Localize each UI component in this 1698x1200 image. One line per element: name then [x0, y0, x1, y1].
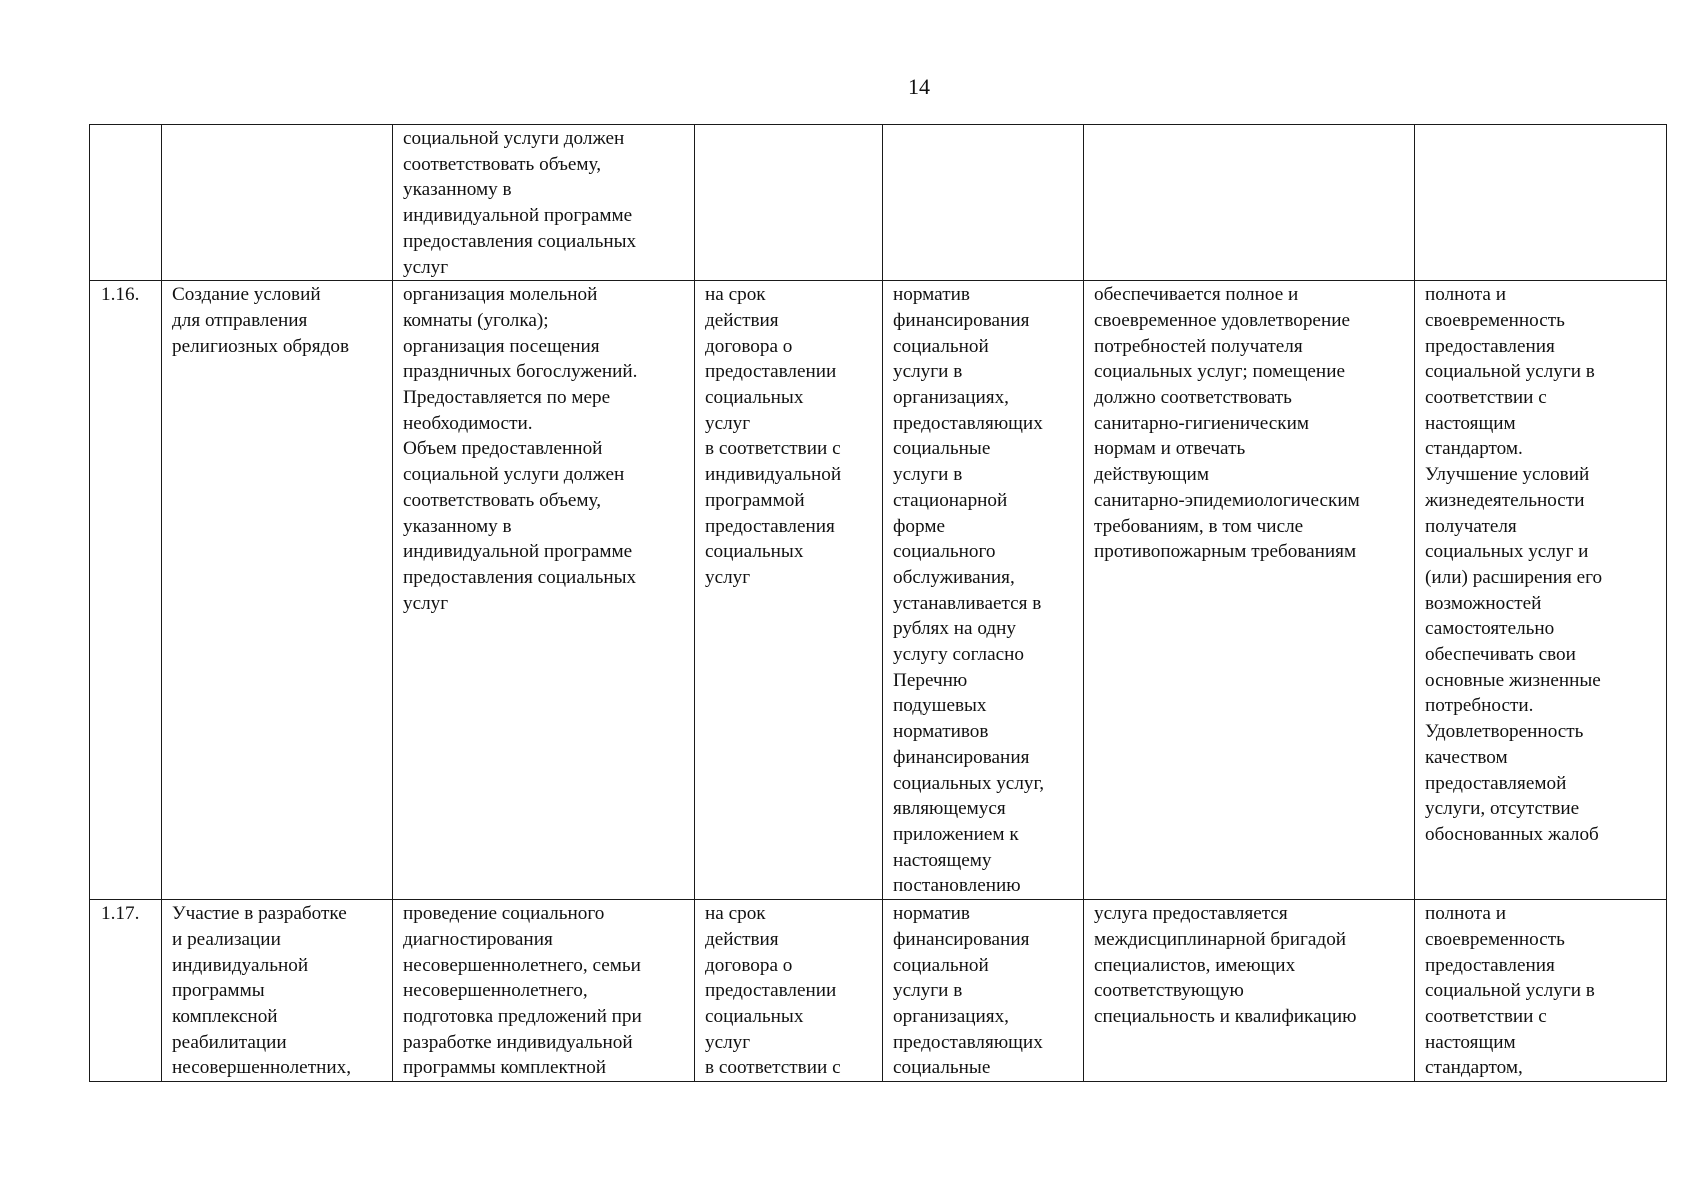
cell-financing-norm [883, 125, 1084, 281]
services-standard-table [89, 124, 1667, 1082]
cell-description: организация молельной комнаты (уголка); организация посещения праздничных богослужений. Предоставляется по мере необходимости. Объем предоставленной социальной услуги должен соответствовать объему, указанному в индивидуальной программе предоставления социальных услуг [393, 281, 695, 900]
page-number: 14 [908, 74, 930, 99]
cell-description: проведение социального диагностирования несовершеннолетнего, семьи несовершеннолетнего, подготовка предложений при разработке индивидуальной программы комплектной [393, 900, 695, 1082]
cell-number: 1.17. [90, 900, 162, 1082]
cell-number [90, 125, 162, 281]
cell-number: 1.16. [90, 281, 162, 900]
cell-service-name: Создание условий для отправления религиозных обрядов [162, 281, 393, 900]
cell-service-name: Участие в разработке и реализации индивидуальной программы комплексной реабилитации несовершеннолетних, [162, 900, 393, 1082]
cell-quality-indicators: полнота и своевременность предоставления социальной услуги в соответствии с настоящим стандартом. Улучшение условий жизнедеятельности получателя социальных услуг и (или) расширения его возможностей самостоятельно обеспечивать свои основные жизненные потребности. Удовлетворенность качеством предоставляемой услуги, отсутствие обоснованных жалоб [1415, 281, 1667, 900]
cell-term: на срок действия договора о предоставлении социальных услуг в соответствии с [695, 900, 883, 1082]
cell-term [695, 125, 883, 281]
cell-quality-indicators: полнота и своевременность предоставления социальной услуги в соответствии с настоящим стандартом, [1415, 900, 1667, 1082]
cell-financing-norm: норматив финансирования социальной услуги в организациях, предоставляющих социальные [883, 900, 1084, 1082]
cell-service-name [162, 125, 393, 281]
cell-financing-norm: норматив финансирования социальной услуги в организациях, предоставляющих социальные услуги в стационарной форме социального обслуживания, устанавливается в рублях на одну услугу согласно Перечню подушевых нормативов финансирования социальных услуг, являющемуся приложением к настоящему постановлению [883, 281, 1084, 900]
cell-quality-indicators [1415, 125, 1667, 281]
table-row-1-17 [90, 900, 1667, 1082]
table-row-continuation [90, 125, 1667, 281]
cell-term: на срок действия договора о предоставлении социальных услуг в соответствии с индивидуальной программой предоставления социальных услуг [695, 281, 883, 900]
table-row-1-16 [90, 281, 1667, 900]
cell-conditions: услуга предоставляется междисциплинарной бригадой специалистов, имеющих соответствующую специальность и квалификацию [1084, 900, 1415, 1082]
cell-conditions: обеспечивается полное и своевременное удовлетворение потребностей получателя социальных услуг; помещение должно соответствовать санитарно-гигиеническим нормам и отвечать действующим санитарно-эпидемиологическим требованиям, в том числе противопожарным требованиям [1084, 281, 1415, 900]
cell-conditions [1084, 125, 1415, 281]
cell-description: социальной услуги должен соответствовать объему, указанному в индивидуальной программе предоставления социальных услуг [393, 125, 695, 281]
